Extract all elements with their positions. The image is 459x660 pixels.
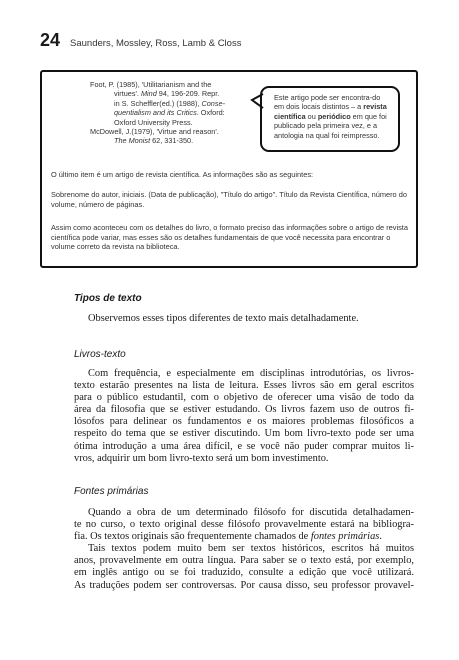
reference-line: quentialism and its Critics. Oxford: (114, 108, 225, 118)
reference-box (40, 70, 418, 268)
text-line: ótima introdução a uma área difícil, e se você não puder comprar muitos li- (74, 440, 414, 452)
reference-title: The Monist (114, 136, 151, 146)
term-fontes-primarias: fontes primárias (310, 531, 380, 543)
text-line: te no curso, o texto original desse filósofo provavelmente estará na bibliogra- (74, 519, 414, 531)
text-line: em inglês antigo ou se foi traduzido, consulte a edição que você utilizará. (74, 567, 414, 579)
text-line: para o público estudantil, com o objetivo de oferecer uma visão de todo da (74, 392, 414, 404)
section-heading-tipos: Tipos de texto (74, 293, 142, 304)
text-line: Com frequência, e especialmente em disciplinas introdutórias, os livros- (88, 368, 414, 379)
text-line (74, 531, 414, 543)
reference-line: in S. Scheffler(ed.) (1988), Conse- (114, 98, 226, 108)
reference-line: virtues'. Mind 94, 196-209. Repr. (114, 89, 220, 99)
text-line: Quando a obra de um determinado filósofo for discutida detalhadamen- (88, 507, 414, 518)
text-line: Tais textos podem muito bem ser textos históricos, escritos há muitos (88, 543, 414, 555)
callout-term-periodico: periódico (317, 111, 351, 121)
callout-text: Este artigo pode ser encontra-do em dois locais distintos – a (274, 93, 381, 112)
reference-title: quentialism and its Critics (114, 108, 197, 118)
box-paragraph: O último item é um artigo de revista científica. As informações são as seguintes: (51, 170, 314, 179)
text-line: texto estarão presentes na lista de leitura. Esses livros são em geral escritos (74, 380, 414, 392)
livros-paragraph (74, 368, 414, 465)
section-heading-fontes: Fontes primárias (74, 486, 149, 497)
reference-title: Mind (140, 89, 157, 99)
text-fragment: . (379, 531, 382, 543)
reference-line: The Monist 62, 331-350. (114, 136, 194, 146)
callout-note (260, 86, 400, 152)
reference-title: Conse- (201, 98, 226, 108)
reference-entries (90, 80, 255, 146)
reference-line: McDowell, J.(1979), 'Virtue and reason'. (90, 127, 219, 137)
text-line: respeito do tema que se estiver discutindo. Um bom livro-texto pode ser uma (74, 428, 414, 440)
reference-line: Oxford University Press. (114, 117, 193, 127)
callout-term-revista: revista científica (274, 102, 387, 121)
callout-text: ou (305, 111, 318, 121)
fontes-paragraph (74, 507, 414, 592)
page-header (40, 30, 241, 54)
page-number: 24 (40, 30, 61, 50)
text-line: lósofos para delinear os fundamentos e os maiores problemas filosóficos a (74, 416, 414, 428)
text-line: anos, provavelmente em outra língua. Para saber se o texto está, por exemplo, (74, 555, 414, 567)
text-line: área da filosofia que se estiver estudando. Os livros fazem uso de outros fi- (74, 404, 414, 416)
callout-text: em que foi publicado pela primeira vez, e a antologia na qual foi reimpresso. (274, 111, 387, 140)
text-line: vros, adquirir um bom livro-texto será um bom investimento. (74, 452, 329, 464)
text-line: As traduções podem ser controversas. Por causa disso, seu professor provavel- (74, 579, 414, 591)
box-paragraph: Sobrenome do autor, iniciais. (Data de publicação), "Título do artigo". Título da Revista Científica, número do volume, número de páginas. (51, 190, 407, 209)
section-heading-livros: Livros-texto (74, 349, 126, 360)
text-fragment: fia. Os textos originais são frequentemente chamados de (74, 531, 311, 543)
tipos-intro (74, 313, 414, 325)
running-head: Saunders, Mossley, Ross, Lamb & Closs (70, 38, 242, 49)
reference-line: Foot, P. (1985), 'Utilitarianism and the (90, 80, 212, 89)
text-line: Observemos esses tipos diferentes de texto mais detalhadamente. (88, 313, 359, 324)
box-paragraph: Assim como aconteceu com os detalhes do livro, o formato preciso das informações sobre o artigo de revista científica pode variar, mas esses são os detalhes fundamentais de que você necessita para encontrar o volume correto da revista na biblioteca. (51, 223, 408, 252)
